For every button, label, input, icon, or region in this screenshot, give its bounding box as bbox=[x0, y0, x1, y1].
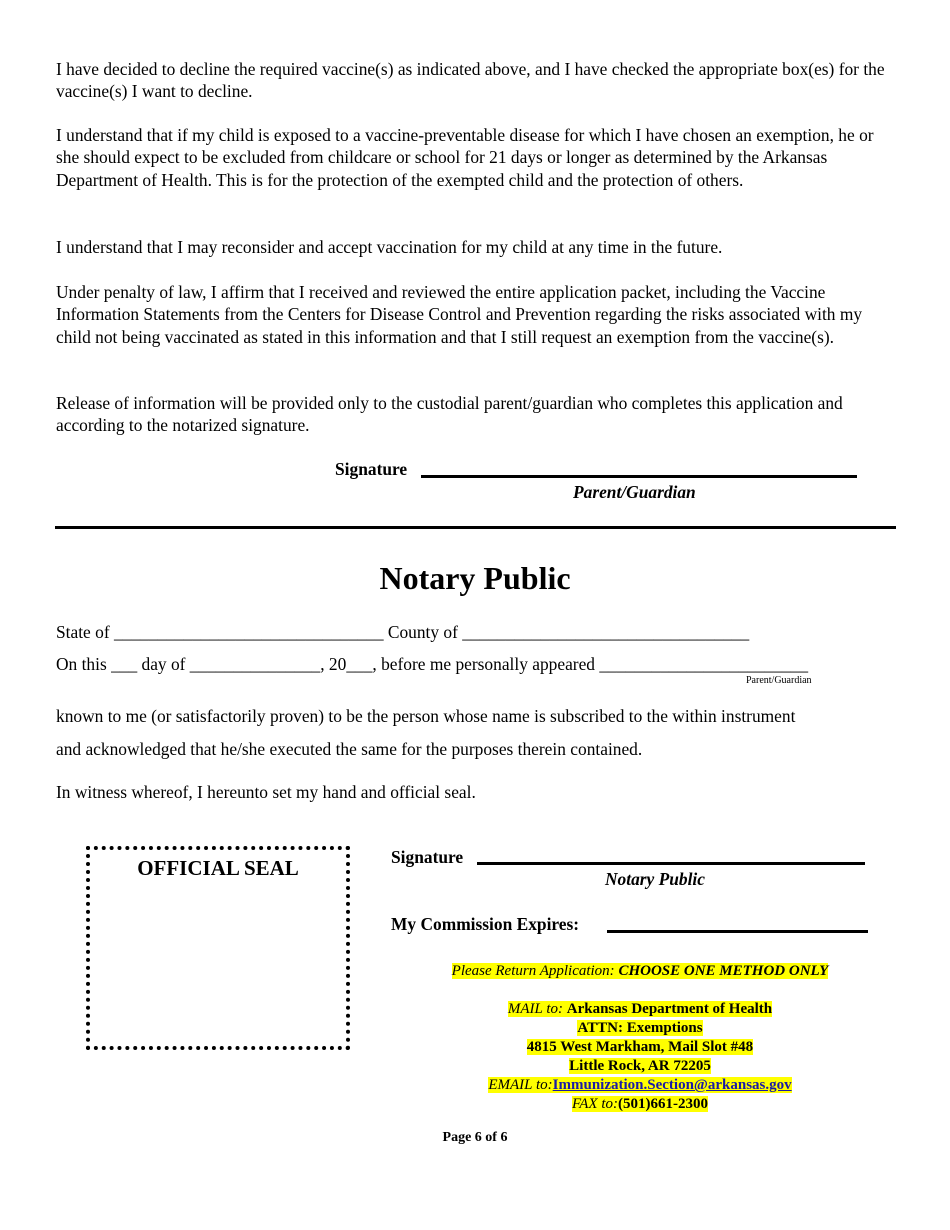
declaration-paragraph-release: Release of information will be provided only to the custodial parent/guardian who completes this application and according to the notarized signature. bbox=[56, 393, 843, 436]
notary-known-line: known to me (or satisfactorily proven) to be the person whose name is subscribed to the within instrument bbox=[56, 706, 796, 726]
official-seal-label: OFFICIAL SEAL bbox=[137, 856, 299, 880]
page-number: Page 6 of 6 bbox=[442, 1130, 508, 1145]
return-instruction-emphasis: CHOOSE ONE METHOD ONLY bbox=[618, 963, 829, 979]
email-link[interactable]: Immunization.Section@arkansas.gov bbox=[552, 1077, 792, 1093]
notary-witness-line: In witness whereof, I hereunto set my hand and official seal. bbox=[56, 782, 476, 802]
commission-expires-line[interactable] bbox=[607, 930, 868, 933]
return-instruction bbox=[420, 962, 860, 981]
declaration-paragraph-reconsider: I understand that I may reconsider and accept vaccination for my child at any time in the future. bbox=[56, 237, 723, 257]
declaration-paragraph-affirm: Under penalty of law, I affirm that I received and reviewed the entire application packet, including the Vaccine Information Statements from the Centers for Disease Control and Prevention regarding the risks associated with my child not being vaccinated as stated in this information and that I still request an exemption from the vaccine(s). bbox=[56, 282, 863, 347]
mail-city: Little Rock, AR 72205 bbox=[569, 1058, 711, 1074]
email-line bbox=[420, 1076, 860, 1095]
mail-attn-line bbox=[420, 1019, 860, 1038]
notary-acknowledged-line: and acknowledged that he/she executed the same for the purposes therein contained. bbox=[56, 739, 643, 759]
fax-line bbox=[420, 1095, 860, 1114]
mail-prefix: MAIL to: bbox=[507, 1001, 567, 1017]
mail-attn: ATTN: Exemptions bbox=[577, 1020, 703, 1036]
email-prefix: EMAIL to: bbox=[488, 1077, 553, 1093]
fax-prefix: FAX to: bbox=[572, 1096, 618, 1112]
fax-number: (501)661-2300 bbox=[617, 1096, 708, 1112]
parent-signature-label: Signature bbox=[335, 459, 408, 479]
notary-signature-label: Signature bbox=[391, 847, 464, 867]
notary-signature-line[interactable] bbox=[477, 862, 865, 865]
section-divider bbox=[55, 526, 896, 529]
mail-city-line bbox=[420, 1057, 860, 1076]
notary-title: Notary Public bbox=[379, 560, 571, 596]
notary-appearance-line: On this ___ day of _______________, 20___, before me personally appeared ________________________ bbox=[56, 654, 809, 674]
notary-state-county-line: State of _______________________________ County of _________________________________ bbox=[56, 622, 750, 642]
parent-signature-line[interactable] bbox=[421, 475, 857, 478]
parent-signature-caption: Parent/Guardian bbox=[573, 482, 696, 502]
mail-street-line bbox=[420, 1038, 860, 1057]
mail-street: 4815 West Markham, Mail Slot #48 bbox=[526, 1039, 754, 1055]
declaration-paragraph-decline: I have decided to decline the required vaccine(s) as indicated above, and I have checked the appropriate box(es) for the vaccine(s) I want to decline. bbox=[56, 59, 885, 102]
mail-line bbox=[420, 1000, 860, 1019]
notary-appearance-caption: Parent/Guardian bbox=[746, 675, 812, 686]
commission-expires-label: My Commission Expires: bbox=[391, 914, 580, 934]
declaration-paragraph-exclusion: I understand that if my child is exposed to a vaccine-preventable disease for which I have chosen an exemption, he or she should expect to be excluded from childcare or school for 21 days or longer as determined by the Arkansas Department of Health. This is for the protection of the exempted child and the protection of others. bbox=[56, 125, 874, 190]
return-instruction-prefix: Please Return Application: bbox=[451, 963, 619, 979]
notary-signature-caption: Notary Public bbox=[605, 869, 705, 889]
mail-organization: Arkansas Department of Health bbox=[566, 1001, 773, 1017]
